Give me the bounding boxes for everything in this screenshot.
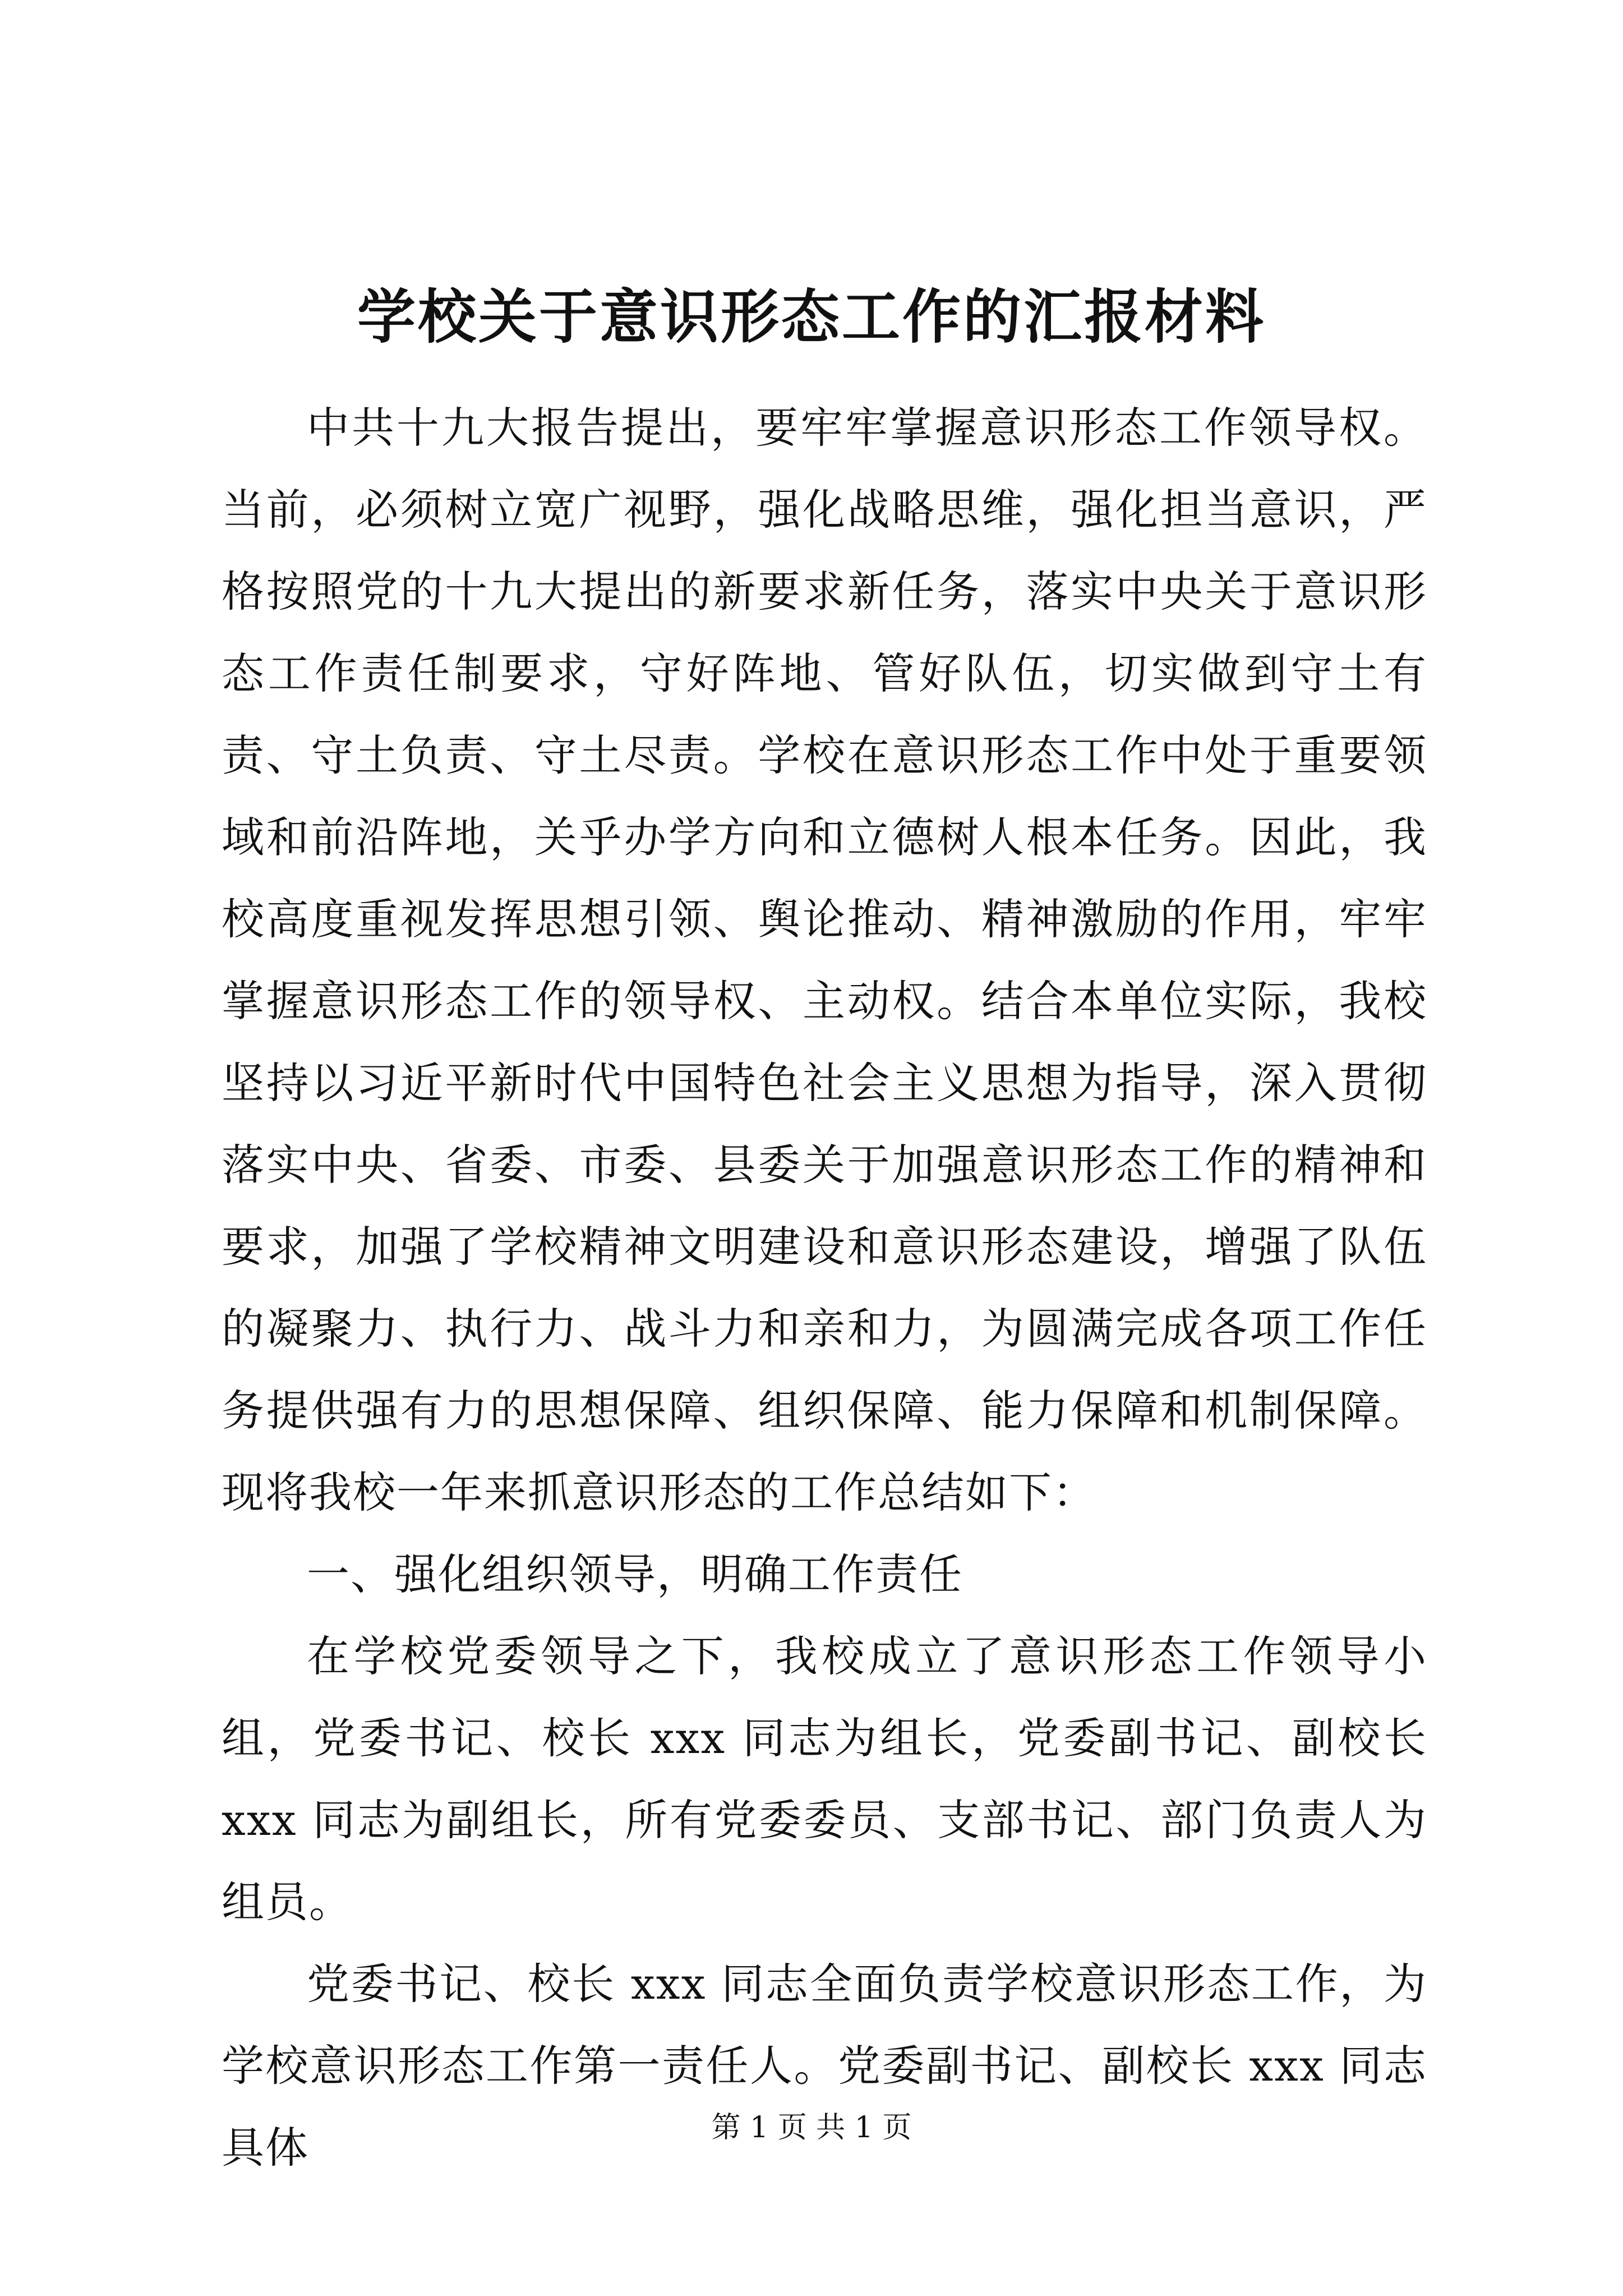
document-title: 学校关于意识形态工作的汇报材料 [357,282,1266,351]
document-body [222,387,1427,2189]
page-number-footer: 第 1 页 共 1 页 [711,2111,912,2145]
section-heading-1: 一、强化组织领导，明确工作责任 [307,1549,963,1599]
body-paragraph: 党委书记、校长 xxx 同志全面负责学校意识形态工作，为学校意识形态工作第一责任人。党委副书记、副校长 xxx 同志具体 [222,1959,1427,2173]
intro-paragraph: 中共十九大报告提出，要牢牢掌握意识形态工作领导权。当前，必须树立宽广视野，强化战略思维，强化担当意识，严格按照党的十九大提出的新要求新任务，落实中央关于意识形态工作责任制要求，守好阵地、管好队伍，切实做到守土有责、守土负责、守土尽责。学校在意识形态工作中处于重要领域和前沿阵地，关乎办学方向和立德树人根本任务。因此，我校高度重视发挥思想引领、舆论推动、精神激励的作用，牢牢掌握意识形态工作的领导权、主动权。结合本单位实际，我校坚持以习近平新时代中国特色社会主义思想为指导，深入贯彻落实中央、省委、市委、县委关于加强意识形态工作的精神和要求，加强了学校精神文明建设和意识形态建设，增强了队伍的凝聚力、执行力、战斗力和亲和力，为圆满完成各项工作任务提供强有力的思想保障、组织保障、能力保障和机制保障。现将我校一年来抓意识形态的工作总结如下： [222,403,1427,1517]
body-paragraph: 在学校党委领导之下，我校成立了意识形态工作领导小组，党委书记、校长 xxx 同志为组长，党委副书记、副校长 xxx 同志为副组长，所有党委委员、支部书记、部门负责人为组员。 [222,1631,1427,1927]
